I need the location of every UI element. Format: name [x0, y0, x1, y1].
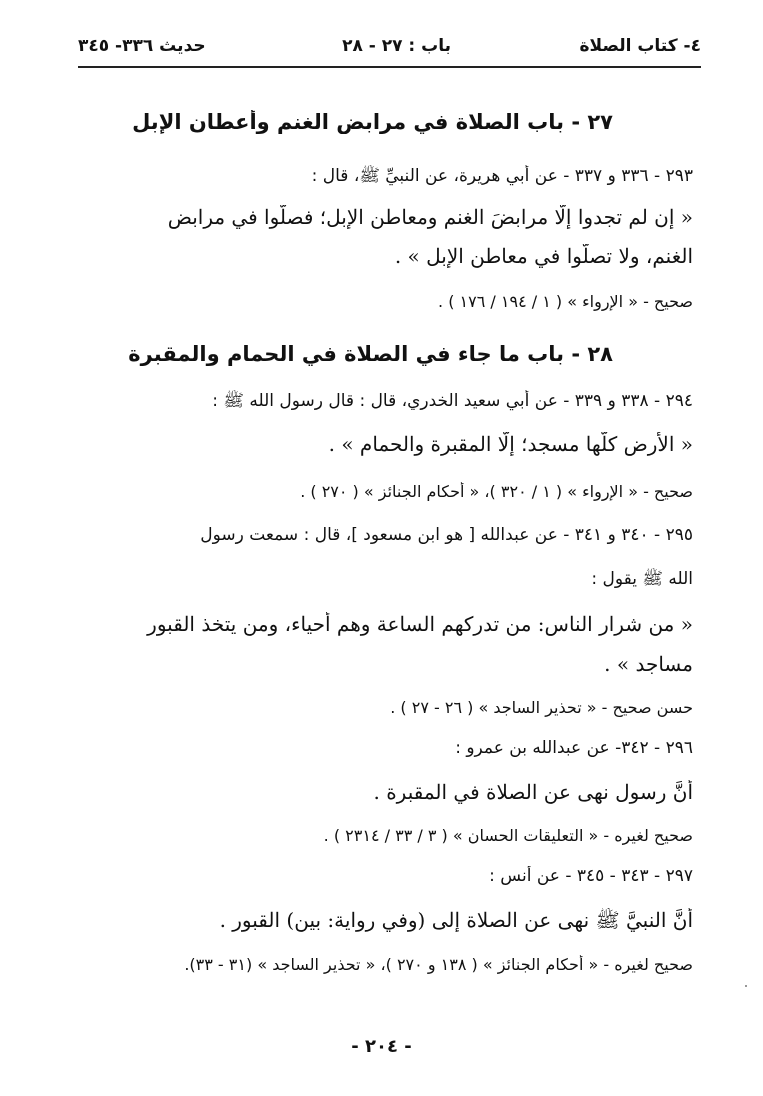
hadith-293-number: ٢٩٣ - ٣٣٦ و ٣٣٧ - عن أبي هريرة، عن النبيِّ ﷺ، قال :	[311, 166, 693, 186]
hadith-293-text-line-1: « إن لم تجدوا إلّا مرابضَ الغنم ومعاطن الإبل؛ فصلّوا في مرابض	[167, 205, 693, 229]
hadith-295-grade: حسن صحيح - « تحذير الساجد » ( ٢٦ - ٢٧ ) .	[390, 698, 693, 717]
hadith-294-text: « الأرض كلّها مسجد؛ إلّا المقبرة والحمام » .	[328, 432, 693, 456]
page-number: - ٢٠٤ -	[351, 1036, 412, 1057]
hadith-296-grade: صحيح لغيره - « التعليقات الحسان » ( ٣ / ٣٣ / ٢٣١٤ ) .	[323, 826, 693, 845]
hadith-295-text-line-2: مساجد » .	[604, 652, 693, 676]
hadith-295-text-line-1: « من شرار الناسِ: من تدركهم الساعة وهم أحياء، ومن يتخذ القبور	[147, 612, 693, 636]
hadith-297-text: أنَّ النبيَّ ﷺ نهى عن الصلاة إلى (وفي رواية: بين) القبور .	[219, 908, 693, 932]
hadith-296-text: أنَّ رسول نهى عن الصلاة في المقبرة .	[373, 780, 693, 804]
hadith-293-grade: صحيح - « الإرواء » ( ١ / ١٩٤ / ١٧٦ ) .	[438, 292, 693, 311]
hadith-295-number-line-2: الله ﷺ يقول :	[591, 569, 693, 589]
scan-speck	[745, 985, 747, 987]
hadith-296-number: ٢٩٦ - ٣٤٢- عن عبدالله بن عمرو :	[455, 738, 693, 758]
chapter-27-title: ٢٧ - باب الصلاة في مرابض الغنم وأعطان الإبل	[132, 110, 613, 134]
hadith-293-text-line-2: الغنم، ولا تصلّوا في معاطن الإبل » .	[394, 244, 693, 268]
hadith-297-number: ٢٩٧ - ٣٤٣ - ٣٤٥ - عن أنس :	[489, 866, 693, 886]
hadith-294-grade: صحيح - « الإرواء » ( ١ / ٣٢٠ )، « أحكام الجنائز » ( ٢٧٠ ) .	[300, 482, 693, 501]
hadith-294-number: ٢٩٤ - ٣٣٨ و ٣٣٩ - عن أبي سعيد الخدري، قال : قال رسول الله ﷺ :	[212, 391, 693, 411]
header-chapters-range: باب : ٢٧ - ٢٨	[342, 36, 451, 56]
header-hadith-range: حديث ٣٣٦- ٣٤٥	[78, 36, 206, 56]
hadith-295-number-line-1: ٢٩٥ - ٣٤٠ و ٣٤١ - عن عبدالله [ هو ابن مسعود ]، قال : سمعت رسول	[200, 525, 693, 545]
running-header	[78, 32, 701, 68]
header-chapter: ٤- كتاب الصلاة	[579, 36, 701, 56]
chapter-28-title: ٢٨ - باب ما جاء في الصلاة في الحمام والمقبرة	[128, 342, 613, 366]
hadith-297-grade: صحيح لغيره - « أحكام الجنائز » ( ١٣٨ و ٢٧٠ )، « تحذير الساجد » (٣١ - ٣٣).	[184, 955, 693, 974]
